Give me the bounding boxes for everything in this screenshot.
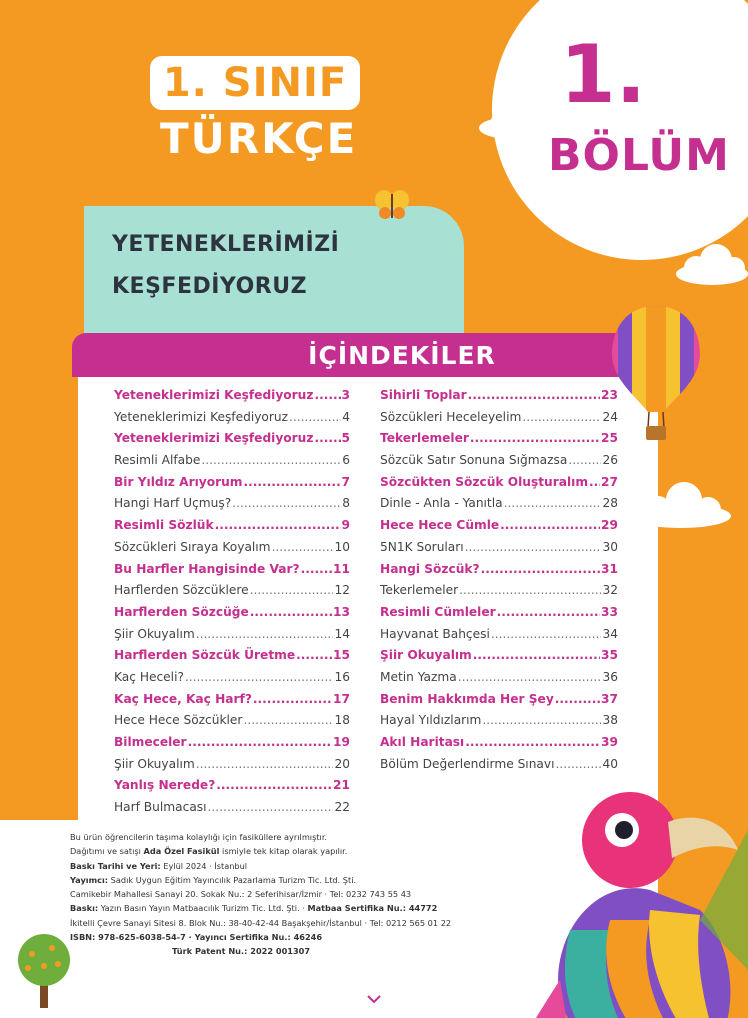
imprint-value: Yazın Basın Yayın Matbaacılık Turizm Tic. Ltd. Şti. · (98, 903, 308, 914)
imprint-line: Bu ürün öğrencilerin taşıma kolaylığı için fasiküllere ayrılmıştır. (70, 832, 328, 842)
dot-leader (301, 559, 332, 581)
dot-leader (465, 732, 600, 754)
contents-entry[interactable] (114, 537, 350, 559)
contents-entry-title: Akıl Haritası (380, 735, 465, 749)
contents-entry-title: Harflerden Sözcüklere (114, 583, 249, 598)
contents-entry-title: Sözcükten Sözcük Oluşturalım (380, 474, 589, 489)
contents-entry-page: 6 (342, 453, 350, 468)
contents-entry-title: Harflerden Sözcüğe (114, 604, 249, 619)
imprint-label: Baskı: (70, 903, 99, 914)
dot-leader (250, 580, 334, 602)
contents-entry-title: Şiir Okuyalım (114, 756, 195, 771)
hot-air-balloon-icon (608, 302, 704, 452)
contents-entry-page: 37 (601, 691, 618, 706)
imprint-line (70, 844, 451, 858)
contents-entry[interactable] (114, 407, 350, 429)
contents-entry[interactable] (114, 385, 350, 407)
contents-entry-page: 7 (341, 474, 350, 489)
dot-leader (504, 493, 602, 515)
contents-entry-title: Hece Hece Cümle (380, 518, 500, 533)
contents-entry-title: Resimli Alfabe (114, 453, 201, 468)
contents-entry[interactable] (380, 732, 618, 754)
contents-entry-title: Yeteneklerimizi Keşfediyoruz (114, 388, 314, 402)
contents-entry[interactable] (114, 689, 350, 711)
dot-leader (470, 428, 600, 450)
imprint-value: Sadık Uygun Eğitim Yayıncılık Pazarlama Turizm Tic. Ltd. Şti. (108, 874, 357, 885)
butterfly-icon (374, 186, 410, 222)
contents-entry-title: Sözcükleri Sıraya Koyalım (114, 539, 271, 554)
contents-entry[interactable] (380, 645, 618, 667)
contents-entry[interactable] (114, 624, 350, 646)
contents-entry[interactable] (114, 710, 350, 732)
contents-entry[interactable] (114, 602, 350, 624)
contents-entry-page: 13 (333, 604, 350, 619)
dot-leader (188, 732, 332, 754)
contents-entry-page: 11 (333, 561, 350, 576)
imprint-value: Eylül 2024 · İstanbul (160, 860, 248, 871)
contents-entry[interactable] (380, 407, 618, 429)
contents-entry-page: 34 (602, 626, 618, 641)
grade-label: 1. SINIF (162, 60, 348, 106)
contents-entry[interactable] (114, 472, 350, 494)
footer-line (68, 980, 340, 993)
contents-entry-page: 12 (334, 583, 350, 598)
contents-entry-title: Sözcükleri Heceleyelim (380, 409, 522, 424)
dot-leader (314, 385, 340, 407)
contents-entry[interactable] (114, 775, 350, 797)
contents-entry-title: Şiir Okuyalım (114, 626, 195, 641)
imprint-line (70, 873, 451, 887)
dot-leader (243, 710, 333, 732)
contents-entry-title: Bölüm Değerlendirme Sınavı (380, 756, 555, 771)
contents-entry-title: Hayvanat Bahçesi (380, 626, 490, 641)
contents-entry[interactable] (380, 515, 618, 537)
contents-entry-page: 25 (601, 431, 618, 446)
contents-entry-page: 27 (601, 474, 618, 489)
contents-entry[interactable] (114, 515, 350, 537)
dot-leader (500, 515, 600, 537)
contents-entry-page: 8 (342, 496, 350, 511)
contents-entry[interactable] (114, 754, 350, 776)
contents-entry-title: Şiir Okuyalım (380, 648, 472, 663)
dot-leader (491, 624, 602, 646)
contents-entry-title: Sihirli Toplar (380, 388, 467, 402)
dot-leader (196, 624, 334, 646)
imprint-line (70, 930, 451, 944)
contents-entry-title: Tekerlemeler (380, 583, 459, 598)
contents-entry-page: 26 (602, 453, 618, 468)
imprint-bold-span: Ada Özel Fasikül (143, 846, 220, 857)
contents-entry-page: 28 (602, 496, 618, 511)
contents-entry-page: 17 (333, 691, 350, 706)
contents-entry-page: 30 (602, 539, 618, 554)
dot-leader (253, 689, 332, 711)
contents-entry[interactable] (114, 450, 350, 472)
imprint-text-span: ismiyle tek kitap olarak yapılır. (219, 846, 348, 857)
contents-entry-page: 22 (334, 800, 350, 815)
contents-entry-page: 18 (334, 713, 350, 728)
contents-entry[interactable] (380, 450, 618, 472)
contents-entry[interactable] (114, 580, 350, 602)
contents-entry[interactable] (380, 710, 618, 732)
contents-entry-title: Hayal Yıldızlarım (380, 713, 482, 728)
contents-entry[interactable] (380, 537, 618, 559)
contents-entry-page: 10 (334, 539, 350, 554)
contents-entry-title: Hangi Harf Uçmuş? (114, 496, 232, 511)
dot-leader (216, 775, 332, 797)
contents-entry-title: Sözcük Satır Sonuna Sığmazsa (380, 453, 568, 468)
contents-entry-title: Resimli Sözlük (114, 518, 214, 533)
contents-entry-page: 4 (342, 409, 350, 424)
imprint-label: Yayımcı: (70, 874, 109, 885)
contents-entry-page: 36 (602, 669, 618, 684)
contents-entry-title: Hece Hece Sözcükler (114, 713, 243, 728)
publisher-name: SADIK UYGUN YAYINLARI (120, 981, 235, 991)
dot-leader (250, 602, 332, 624)
theme-title-line2: KEŞFEDİYORUZ (112, 274, 308, 299)
contents-entry-page: 39 (601, 735, 618, 749)
contents-entry[interactable] (114, 428, 350, 450)
contents-entry-title: Resimli Cümleler (380, 604, 496, 619)
contents-entry-page: 21 (333, 778, 350, 793)
tree-icon (14, 930, 74, 1010)
imprint-text-span: Dağıtımı ve satışı (70, 846, 144, 857)
imprint-line (70, 901, 451, 915)
contents-entry-page: 20 (334, 756, 350, 771)
contents-entry-title: Tekerlemeler (380, 431, 469, 446)
dot-leader (208, 797, 334, 819)
contents-entry-page: 23 (601, 388, 618, 402)
contents-entry[interactable] (380, 559, 618, 581)
dot-leader (196, 754, 334, 776)
contents-entry-page: 31 (601, 561, 618, 576)
dot-leader (458, 667, 602, 689)
cloud-icon (672, 242, 748, 286)
contents-entry-title: Metin Yazma (380, 669, 457, 684)
contents-entry-title: Kaç Hece, Kaç Harf? (114, 691, 252, 706)
chevron-down-icon[interactable] (366, 994, 382, 1004)
footer-line: © Tüm yayın hakları Sadık Uygun Yayınlarına aittir. (68, 994, 276, 1004)
parrot-icon (500, 770, 748, 1018)
contents-entry-title: Yanlış Nerede? (114, 778, 216, 793)
contents-entry-page: 32 (602, 583, 618, 598)
dot-leader (459, 580, 601, 602)
contents-entry-title: 5N1K Soruları (380, 539, 464, 554)
contents-entry-page: 33 (601, 604, 618, 619)
contents-entry-page: 35 (601, 648, 618, 663)
contents-entry-page: 38 (602, 713, 618, 728)
contents-entry[interactable] (380, 689, 618, 711)
dot-leader (272, 537, 334, 559)
dot-leader (232, 493, 341, 515)
contents-entry[interactable] (380, 428, 618, 450)
grade-badge (150, 56, 360, 110)
contents-entry[interactable] (114, 667, 350, 689)
contents-entry[interactable] (114, 493, 350, 515)
contents-entry-page: 14 (334, 626, 350, 641)
contents-entry-title: Dinle - Anla - Yanıtla (380, 496, 503, 511)
dot-leader (215, 515, 341, 537)
dot-leader (497, 602, 600, 624)
dot-leader (482, 710, 601, 732)
dot-leader (522, 407, 601, 429)
contents-entry-title: Benim Hakkımda Her Şey (380, 691, 554, 706)
dot-leader (568, 450, 601, 472)
contents-entry-title: Hangi Sözcük? (380, 561, 480, 576)
contents-entry-page: 3 (341, 388, 350, 402)
dot-leader (465, 537, 602, 559)
dot-leader (314, 428, 340, 450)
contents-entry[interactable] (114, 797, 350, 819)
contents-column-right (380, 385, 618, 775)
contents-entry-page: 15 (333, 648, 350, 663)
contents-entry-title: Bir Yıldız Arıyorum (114, 474, 243, 489)
contents-title: İÇİNDEKİLER (308, 340, 496, 370)
contents-entry[interactable] (380, 667, 618, 689)
dot-leader (185, 667, 334, 689)
contents-entry[interactable] (114, 645, 350, 667)
contents-entry-page: 24 (602, 409, 618, 424)
dot-leader (589, 472, 600, 494)
dot-leader (481, 559, 600, 581)
contents-entry[interactable] (380, 385, 618, 407)
footer-text: Bu kitap (68, 981, 102, 991)
theme-title-line1: YETENEKLERİMİZİ (112, 232, 340, 257)
imprint-line (70, 944, 451, 958)
contents-entry[interactable] (380, 493, 618, 515)
isbn-text: ISBN: 978-625-6038-54-7 · Yayıncı Sertifika Nu.: 46246 (70, 932, 323, 943)
contents-entry-title: Yeteneklerimizi Keşfediyoruz (114, 409, 289, 424)
contents-entry-title: Bu Harfler Hangisinde Var? (114, 561, 300, 576)
unit-label: BÖLÜM (548, 130, 730, 181)
dot-leader (555, 689, 600, 711)
dot-leader (201, 450, 341, 472)
contents-column-left (114, 385, 350, 819)
contents-entry-page: 19 (333, 735, 350, 749)
contents-entry-title: Harf Bulmacası (114, 800, 207, 815)
contents-entry-title: Bilmeceler (114, 735, 187, 749)
contents-entry-title: Harflerden Sözcük Üretme (114, 648, 296, 663)
imprint-text (70, 830, 451, 959)
dot-leader (296, 645, 332, 667)
copyright-footer (68, 980, 340, 1006)
contents-entry[interactable] (114, 732, 350, 754)
contents-entry[interactable] (380, 472, 618, 494)
dot-leader (468, 385, 600, 407)
footer-text: tarafından hazırlanmıştır. (237, 981, 341, 991)
publisher-logo-icon (106, 982, 118, 992)
contents-entry[interactable] (380, 602, 618, 624)
contents-entry-page: 5 (341, 431, 350, 446)
dot-leader (243, 472, 340, 494)
contents-entry-page: 40 (602, 756, 618, 771)
subject-title: TÜRKÇE (160, 114, 358, 163)
contents-entry[interactable] (114, 559, 350, 581)
imprint-line: Camikebir Mahallesi Sanayi 20. Sokak Nu.: 2 Seferihisar/İzmir · Tel: 0232 743 55 43 (70, 889, 412, 900)
contents-header-bar (72, 333, 672, 377)
dot-leader (473, 645, 600, 667)
patent-text: Türk Patent Nu.: 2022 001307 (172, 946, 311, 957)
contents-entry[interactable] (380, 580, 618, 602)
contents-entry-title: Yeteneklerimizi Keşfediyoruz (114, 431, 314, 446)
imprint-line: İkitelli Çevre Sanayi Sitesi 8. Blok Nu.: 38-40-42-44 Başakşehir/İstanbul · Tel: 0212 565 01 22 (70, 917, 452, 928)
dot-leader (289, 407, 341, 429)
imprint-line (70, 859, 451, 873)
imprint-label: Matbaa Sertifika Nu.: 44772 (307, 903, 438, 914)
contents-entry-page: 29 (601, 518, 618, 533)
unit-number: 1. (560, 28, 647, 121)
contents-entry[interactable] (380, 624, 618, 646)
imprint-label: Baskı Tarihi ve Yeri: (70, 860, 161, 871)
contents-entry-page: 16 (334, 669, 350, 684)
contents-entry-title: Kaç Heceli? (114, 669, 184, 684)
contents-entry-page: 9 (341, 518, 350, 533)
